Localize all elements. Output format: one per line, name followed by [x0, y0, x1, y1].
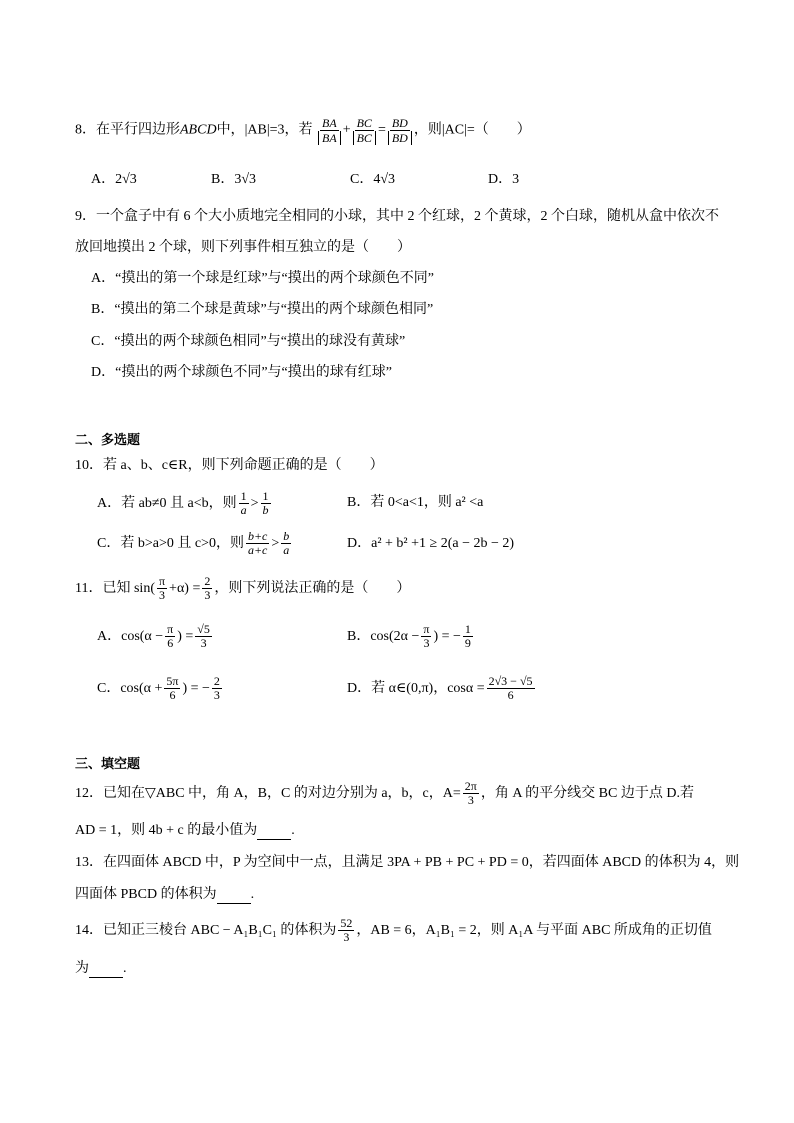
frac-num: 2	[204, 574, 211, 589]
fraction	[212, 675, 222, 702]
q9-option-b: B．“摸出的第二个球是黄球”与“摸出的两个球颜色相同”	[91, 302, 434, 317]
q8-option-a	[91, 171, 137, 189]
fraction	[338, 917, 354, 944]
section-heading-multi: 二、多选题	[75, 432, 141, 447]
frac-den: 3	[159, 588, 166, 603]
answer-blank[interactable]	[217, 889, 251, 904]
frac-den: BA	[318, 131, 341, 145]
q12-line2	[75, 822, 295, 840]
fraction	[165, 623, 175, 650]
fraction	[239, 490, 249, 517]
gt-sign: >	[250, 496, 259, 511]
option-text: A．若 ab≠0 且 a<b，则	[97, 496, 237, 511]
fraction	[487, 675, 535, 702]
frac-den: 3	[204, 588, 211, 603]
option-text: D．若 α∈(0,π)，cosα =	[347, 681, 485, 696]
q11-option-a	[97, 622, 214, 652]
fraction	[463, 623, 473, 650]
option-value: 2√3	[115, 172, 137, 187]
q9-stem-line1: 9．一个盒子中有 6 个大小质地完全相同的小球，其中 2 个红球，2 个黄球，2 个白球，随机从盒中依次不	[75, 209, 719, 224]
fraction	[246, 530, 269, 557]
frac-num: 1	[464, 622, 471, 637]
q14-text: 14．已知正三棱台 ABC − A₁B₁C₁ 的体积为	[75, 923, 337, 938]
q10-option-b: B．若 0<a<1，则 a² <a	[347, 495, 484, 510]
q8-frac2	[353, 116, 376, 145]
frac-num: BA	[322, 116, 337, 130]
frac-num: π	[167, 622, 174, 637]
q9-option-c: C．“摸出的两个球颜色相同”与“摸出的球没有黄球”	[91, 334, 406, 349]
q9-option-a: A．“摸出的第一个球是红球”与“摸出的两个球颜色不同”	[91, 271, 434, 286]
q14-line2-text: 为	[75, 961, 89, 976]
option-value: 3√3	[234, 172, 257, 187]
option-mid: ) = −	[433, 629, 461, 644]
q11-option-c	[97, 674, 224, 704]
frac-den: BC	[353, 131, 376, 145]
q8-option-b	[211, 171, 256, 189]
frac-num: 52	[340, 916, 353, 931]
frac-num: 5π	[166, 674, 179, 689]
fraction	[195, 623, 212, 650]
q9-stem-line2: 放回地摸出 2 个球，则下列事件相互独立的是（ ）	[75, 240, 411, 255]
answer-blank[interactable]	[89, 963, 123, 978]
frac-den: 6	[507, 688, 514, 703]
frac-den: BD	[388, 131, 412, 145]
fraction	[281, 530, 291, 557]
answer-blank[interactable]	[257, 825, 291, 840]
frac-num: 1	[240, 489, 247, 504]
fraction	[202, 575, 212, 602]
frac-den: a	[240, 503, 247, 518]
frac-num: 2√3 − √5	[488, 674, 533, 689]
frac-den: 3	[200, 636, 207, 651]
q11-stem-text: 11．已知 sin(	[75, 581, 155, 596]
period: .	[123, 961, 127, 976]
q12-line2-text: AD = 1，则 4b + c 的最小值为	[75, 823, 258, 838]
frac-den: 3	[467, 793, 474, 808]
q8-stem-text: 8．在平行四边形	[75, 122, 180, 138]
fraction	[157, 575, 167, 602]
frac-den: a+c	[247, 543, 268, 558]
section-heading-fill: 三、填空题	[75, 756, 141, 771]
q9-option-d: D．“摸出的两个球颜色不同”与“摸出的球有红球”	[91, 365, 392, 380]
q14-line1	[75, 917, 712, 945]
q11-stem-mid: +α) =	[169, 581, 201, 596]
q13-line2	[75, 886, 254, 904]
frac-den: 3	[343, 930, 350, 945]
frac-num: BD	[391, 116, 408, 130]
q11-option-b	[347, 622, 475, 652]
q12-line1	[75, 780, 694, 808]
frac-den: 6	[169, 688, 176, 703]
q10-stem: 10．若 a、b、c∈R，则下列命题正确的是（ ）	[75, 458, 384, 473]
option-value: 4√3	[373, 172, 396, 187]
frac-num: 2π	[464, 779, 477, 794]
q8-ab-abs: |AB|=3，若	[244, 122, 313, 138]
frac-den: a	[283, 543, 290, 558]
q12-text: 12．已知在▽ABC 中，角 A，B，C 的对边分别为 a，b，c，A=	[75, 786, 461, 801]
period: .	[291, 823, 295, 838]
fraction	[421, 623, 431, 650]
frac-num: 1	[262, 489, 269, 504]
q14-tail: ，AB = 6，A₁B₁ = 2，则 A₁A 与平面 ABC 所成角的正切值	[356, 923, 712, 938]
option-text: C．cos(α +	[97, 681, 163, 696]
option-text: A．cos(α −	[97, 629, 164, 644]
frac-num: 2	[213, 674, 220, 689]
q10-option-c	[97, 530, 293, 558]
gt-sign: >	[271, 536, 280, 551]
frac-num: b+c	[247, 529, 268, 544]
fraction	[261, 490, 271, 517]
q8-stem	[75, 116, 531, 145]
frac-den: 3	[423, 636, 430, 651]
frac-num: b	[283, 529, 290, 544]
option-label: A．	[91, 172, 116, 187]
plus-sign: +	[342, 122, 351, 138]
q8-frac1	[318, 116, 341, 145]
option-mid: ) =	[177, 629, 194, 644]
q8-option-d	[488, 171, 519, 189]
option-label: D．	[488, 172, 513, 187]
frac-den: 9	[464, 636, 471, 651]
fraction	[164, 675, 180, 702]
fraction	[463, 780, 479, 807]
q11-stem-tail: ，则下列说法正确的是（ ）	[214, 581, 411, 596]
q14-line2	[75, 960, 127, 978]
q13-line1: 13．在四面体 ABCD 中，P 为空间中一点，且满足 3PA + PB + PC + PD = 0，若四面体 ABCD 的体积为 4，则	[75, 855, 740, 870]
period: .	[250, 887, 255, 902]
frac-num: BC	[356, 116, 372, 130]
option-label: B．	[211, 172, 235, 187]
frac-den: b	[262, 503, 269, 518]
equals-sign: =	[377, 122, 386, 138]
frac-num: π	[158, 574, 166, 589]
q13-line2-text: 四面体 PBCD 的体积为	[75, 887, 217, 902]
frac-num: π	[423, 622, 430, 637]
option-mid: ) = −	[182, 681, 210, 696]
option-text: C．若 b>a>0 且 c>0，则	[97, 536, 244, 551]
frac-den: 6	[167, 636, 174, 651]
q8-tail: ，则|AC|=（ ）	[413, 122, 531, 138]
q10-option-a	[97, 490, 273, 518]
frac-num: √5	[197, 622, 210, 637]
q8-abcd: ABCD	[180, 122, 217, 138]
frac-den: 3	[213, 688, 220, 703]
q8-frac3	[388, 116, 412, 145]
option-value: 3	[512, 172, 520, 187]
option-text: B．cos(2α −	[347, 629, 420, 644]
q10-option-d: D．a² + b² +1 ≥ 2(a − 2b − 2)	[347, 536, 515, 551]
q11-stem	[75, 574, 410, 604]
option-label: C．	[350, 172, 374, 187]
q8-option-c	[350, 171, 395, 189]
q12-tail: ，角 A 的平分线交 BC 边于点 D.若	[480, 786, 694, 801]
q8-zhong: 中，	[216, 122, 245, 138]
q11-option-d	[347, 674, 537, 704]
